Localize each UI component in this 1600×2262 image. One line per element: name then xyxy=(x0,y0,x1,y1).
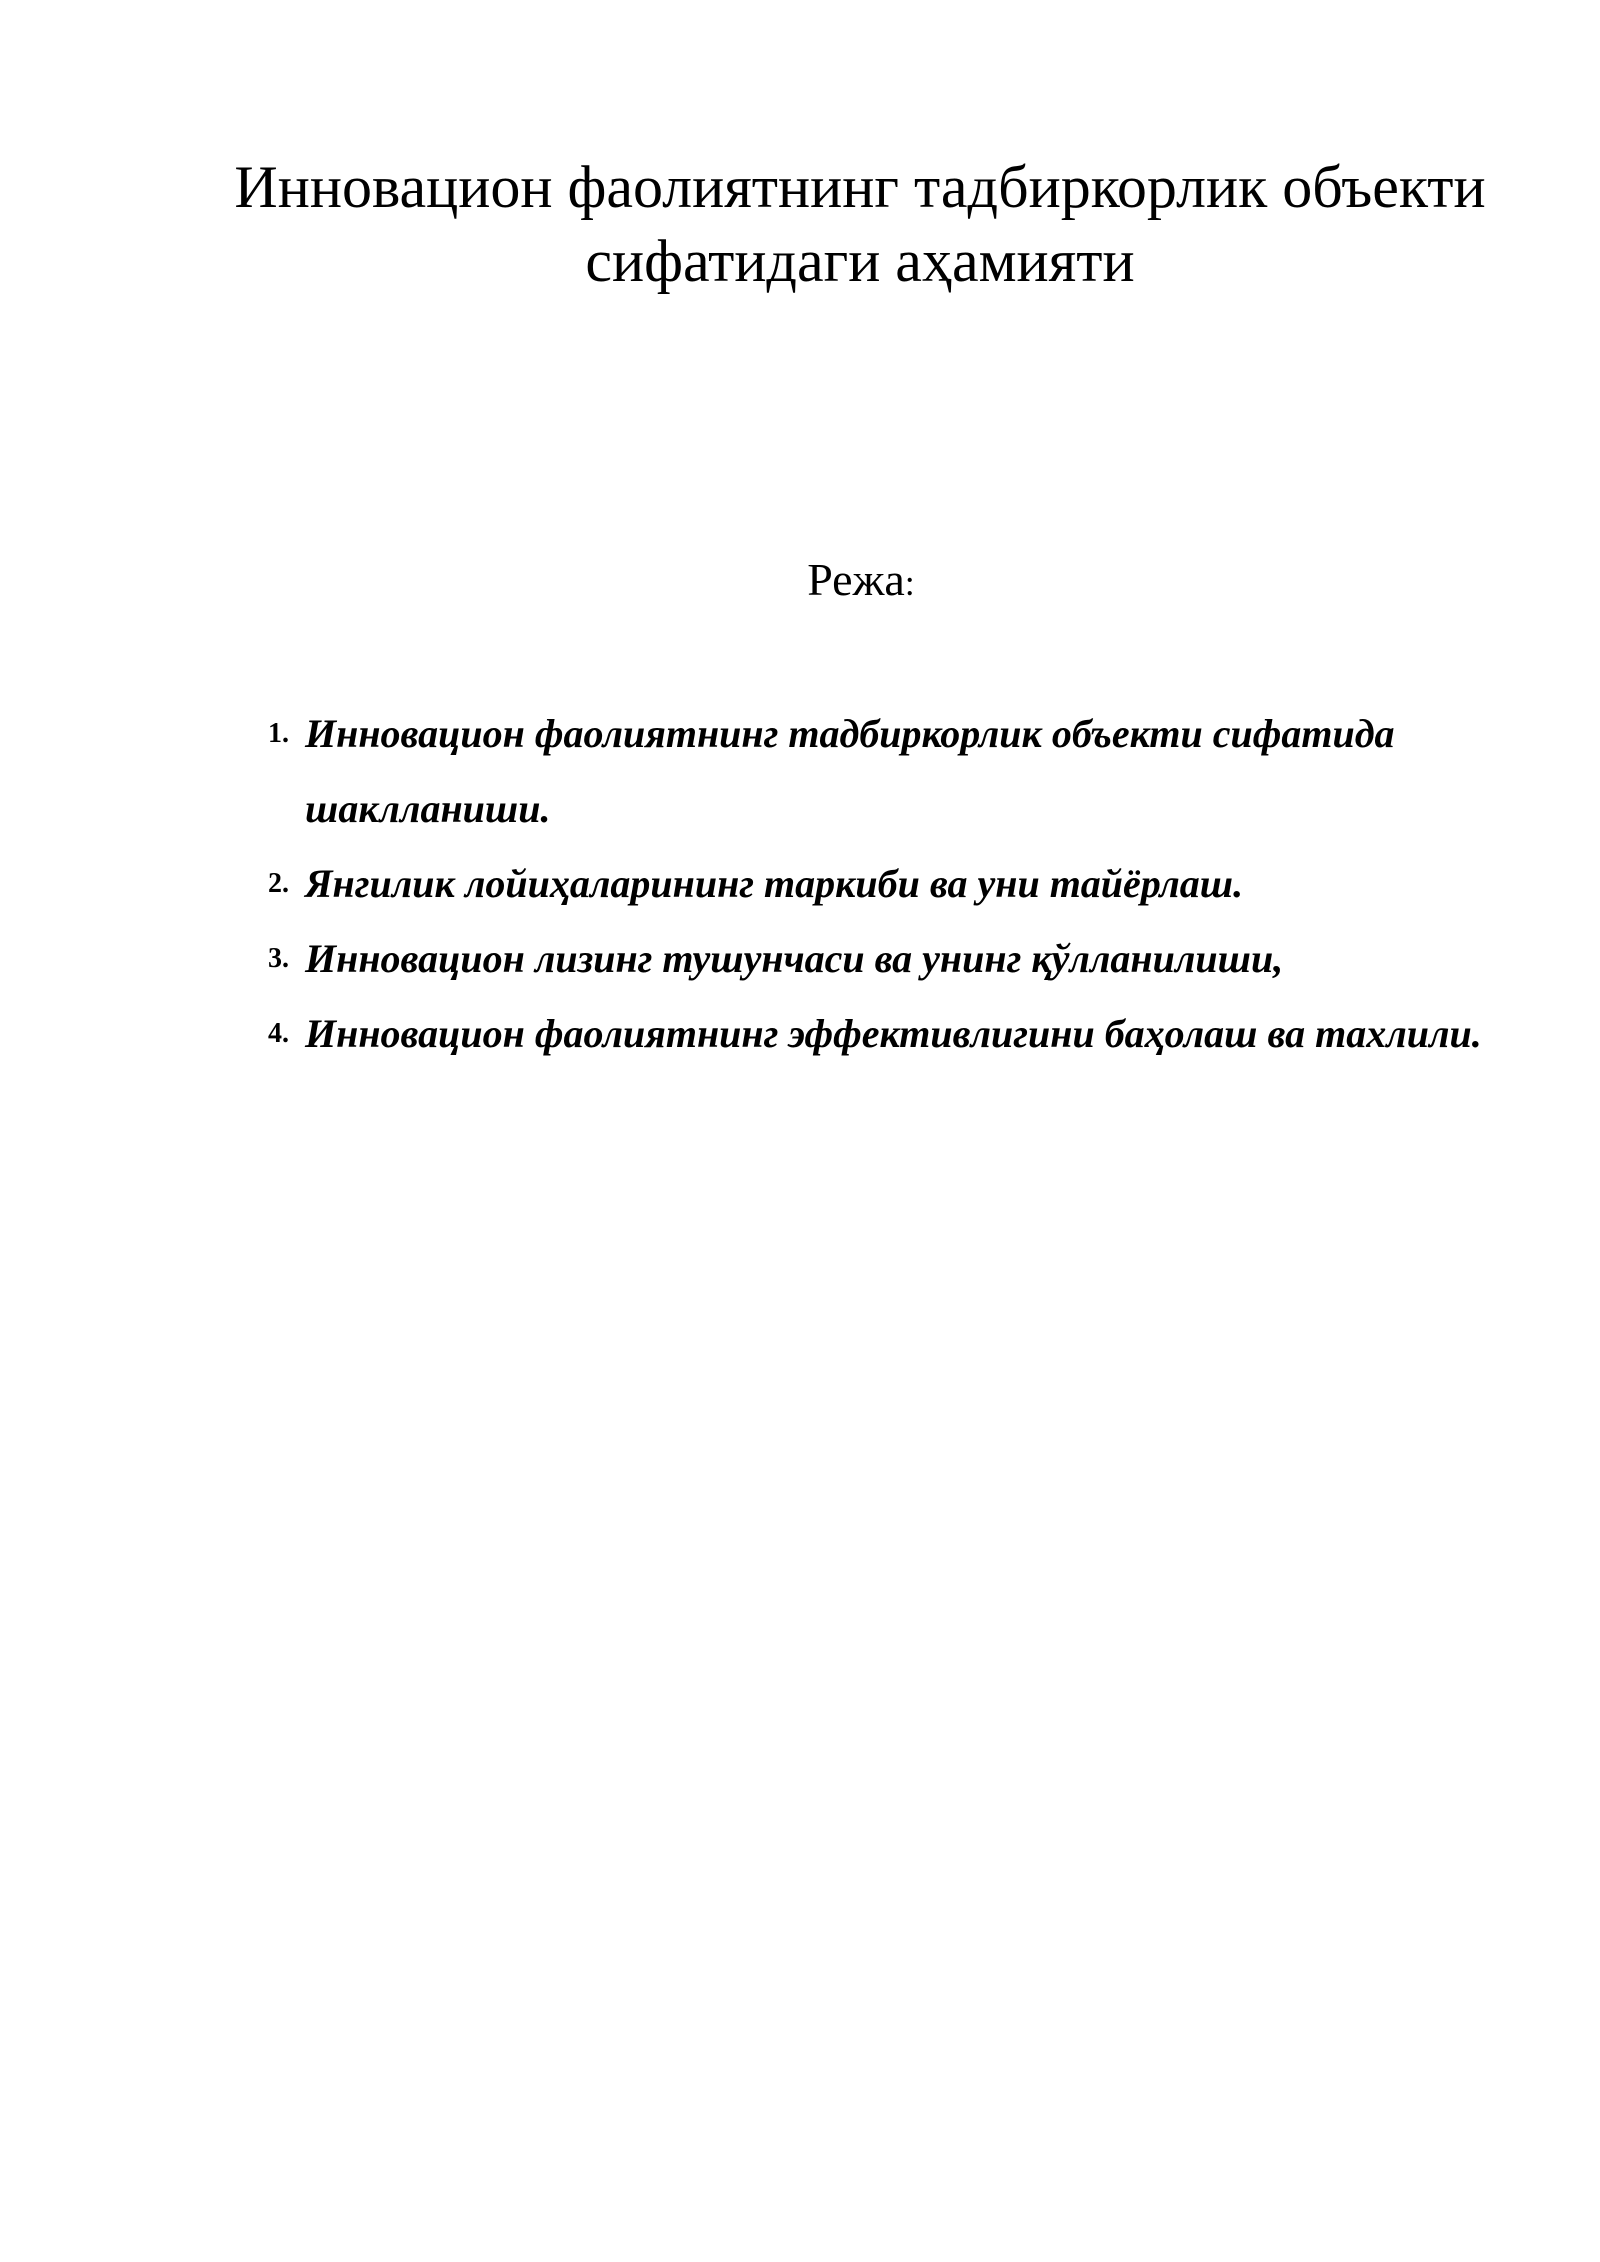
plan-item-number: 4. xyxy=(268,1018,289,1049)
plan-item-text: Инновацион фаолиятнинг эффективлигини баҳолаш ва тахлили. xyxy=(305,1011,1482,1056)
plan-item-number: 2. xyxy=(268,868,289,899)
page-title xyxy=(200,150,1520,298)
plan-item-4 xyxy=(268,996,1508,1071)
plan-item-text: Инновацион лизинг тушунчаси ва унинг қўлланилиши, xyxy=(305,936,1284,981)
plan-item-1 xyxy=(268,696,1508,846)
plan-item-2 xyxy=(268,846,1508,921)
plan-item-number: 3. xyxy=(268,943,289,974)
plan-item-text: Янгилик лойиҳаларининг таркиби ва уни тайёрлаш. xyxy=(305,861,1244,906)
plan-item-text: Инновацион фаолиятнинг тадбиркорлик объекти сифатида шаклланиши. xyxy=(305,711,1395,831)
plan-list xyxy=(268,696,1508,1071)
plan-item-number: 1. xyxy=(268,718,289,749)
plan-item-3 xyxy=(268,921,1508,996)
title-line-2: сифатидаги аҳамияти xyxy=(585,228,1135,294)
plan-heading-colon: : xyxy=(904,563,915,603)
plan-heading-text: Режа xyxy=(807,554,905,605)
title-line-1: Инновацион фаолиятнинг тадбиркорлик объекти xyxy=(234,154,1486,220)
plan-heading xyxy=(0,550,1600,613)
